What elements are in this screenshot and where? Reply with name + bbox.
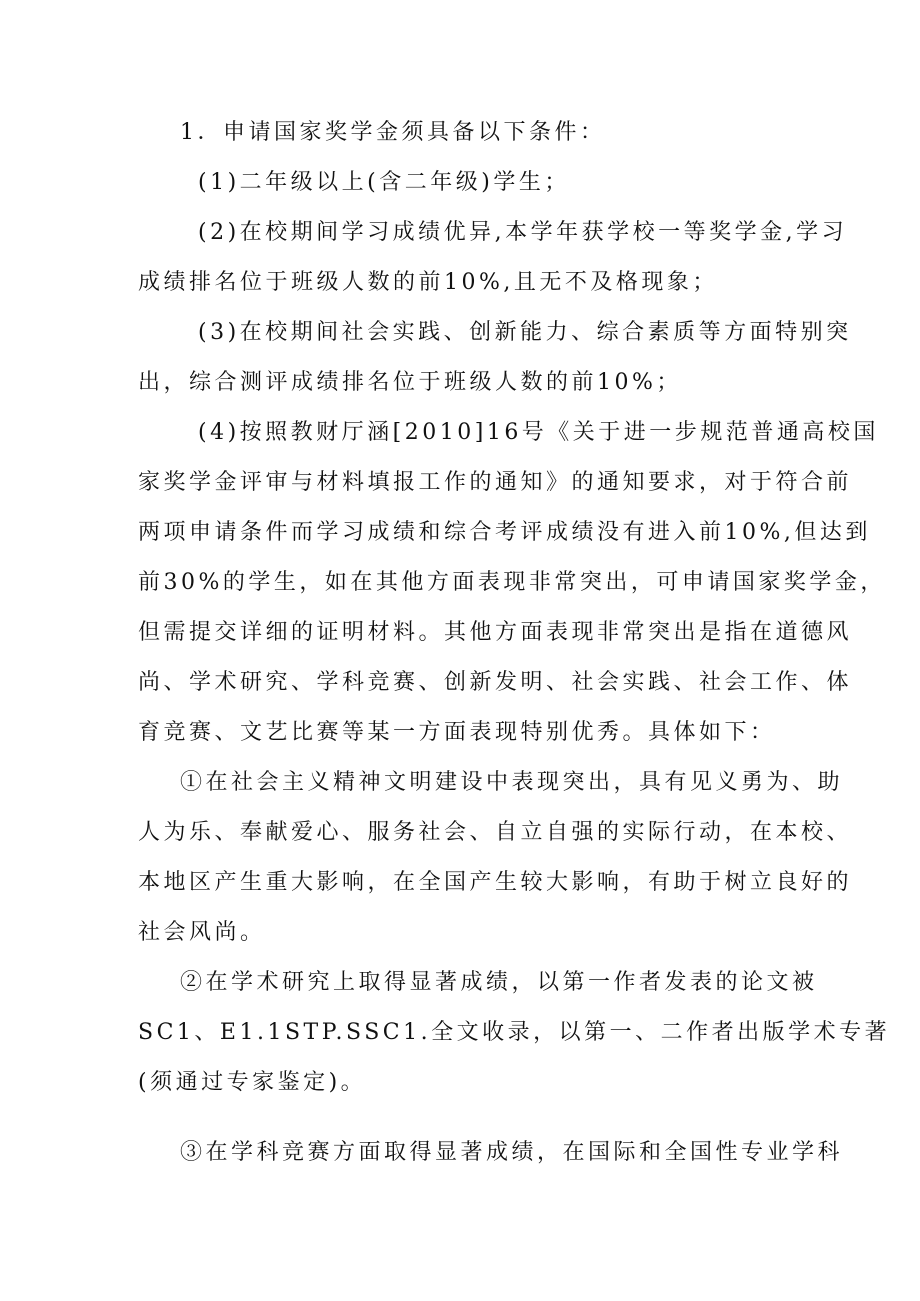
condition-2-line-1: (2)在校期间学习成绩优异,本学年获学校一等奖学金,学习 [198,220,848,245]
item-3-line-1: ③在学科竞赛方面取得显著成绩，在国际和全国性专业学科 [180,1140,844,1165]
condition-4-line-5: 但需提交详细的证明材料。其他方面表现非常突出是指在道德风 [138,620,853,645]
item-1-line-2: 人为乐、奉献爱心、服务社会、自立自强的实际行动，在本校、 [138,820,853,845]
condition-3-line-2: 出，综合测评成绩排名位于班级人数的前10%； [138,370,682,395]
item-2-line-2: SC1、E1.1STP.SSC1.全文收录，以第一、二作者出版学术专著 [138,1020,891,1045]
condition-4-line-7: 育竞赛、文艺比赛等某一方面表现特别优秀。具体如下： [138,720,776,745]
condition-2-line-2: 成绩排名位于班级人数的前10%,且无不及格现象； [138,270,718,295]
condition-4-line-2: 家奖学金评审与材料填报工作的通知》的通知要求，对于符合前 [138,470,853,495]
condition-4-line-1: (4)按照教财厅涵[2010]16号《关于进一步规范普通高校国 [198,420,879,445]
item-1-line-3: 本地区产生重大影响，在全国产生较大影响，有助于树立良好的 [138,870,853,895]
section-heading: 1．申请国家奖学金须具备以下条件： [180,120,606,145]
item-1-line-1: ①在社会主义精神文明建设中表现突出，具有见义勇为、助 [180,770,844,795]
condition-4-line-4: 前30%的学生，如在其他方面表现非常突出，可申请国家奖学金， [138,570,886,595]
item-2-line-1: ②在学术研究上取得显著成绩，以第一作者发表的论文被 [180,970,818,995]
condition-4-line-3: 两项申请条件而学习成绩和综合考评成绩没有进入前10%,但达到 [138,520,871,545]
condition-4-line-6: 尚、学术研究、学科竞赛、创新发明、社会实践、社会工作、体 [138,670,853,695]
condition-3-line-1: (3)在校期间社会实践、创新能力、综合素质等方面特别突 [198,320,852,345]
item-1-line-4: 社会风尚。 [138,920,266,945]
item-2-line-3: (须通过专家鉴定)。 [138,1070,367,1095]
condition-1-line-1: (1)二年级以上(含二年级)学生； [198,170,570,195]
